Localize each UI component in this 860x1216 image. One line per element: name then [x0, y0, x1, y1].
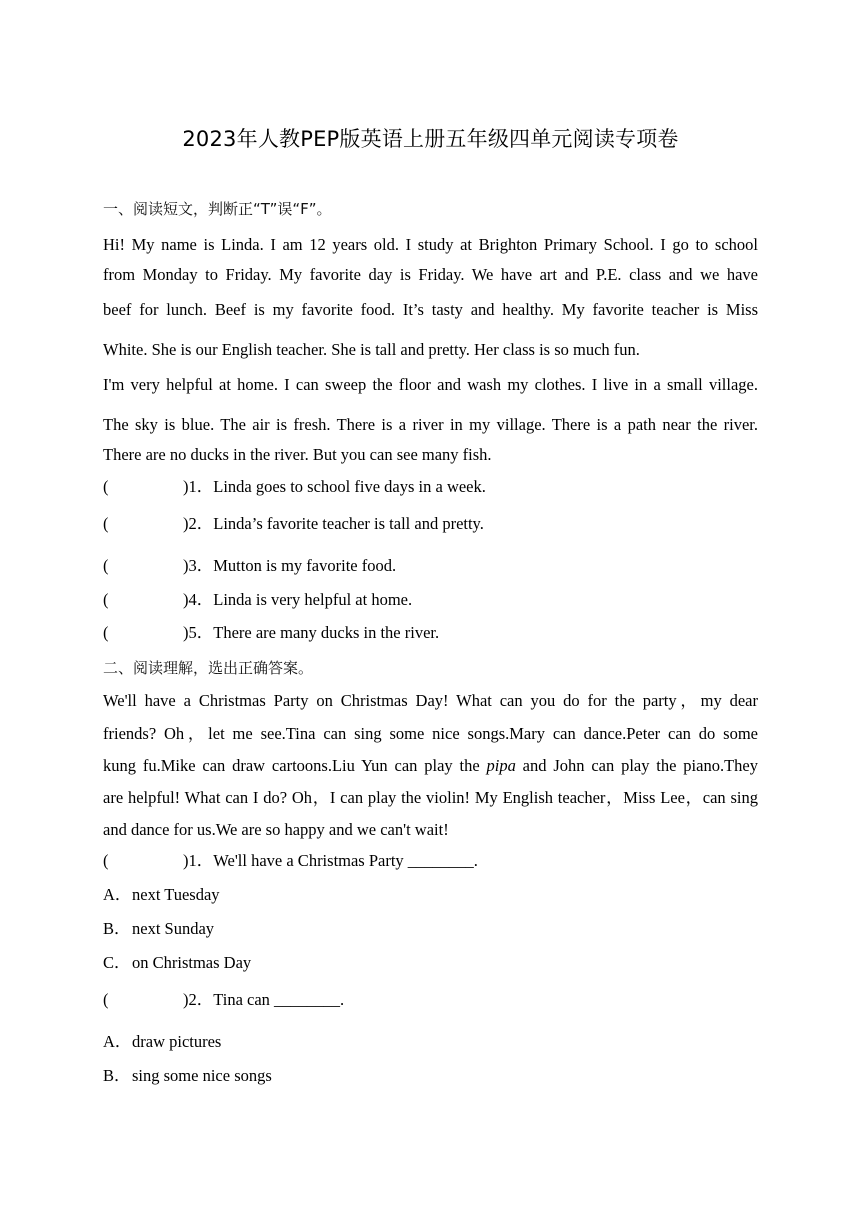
- answer-blank[interactable]: (: [103, 623, 109, 642]
- passage2-line: friends? Oh，let me see.Tina can sing some nice songs.Mary can dance.Peter can do some: [103, 724, 758, 743]
- passage2-line: and dance for us.We are so happy and we can't wait!: [103, 820, 449, 839]
- passage1-line: Hi! My name is Linda. I am 12 years old. I study at Brighton Primary School. I go to school: [103, 235, 758, 254]
- passage2-line: [103, 756, 758, 776]
- option-letter: A．: [103, 1032, 132, 1051]
- option-text: next Sunday: [132, 919, 215, 938]
- mc-question-2: [103, 990, 344, 1010]
- answer-blank[interactable]: (: [103, 477, 109, 496]
- option-text: sing some nice songs: [132, 1066, 272, 1085]
- passage2-italic-word: pipa: [486, 756, 516, 775]
- passage1-line: beef for lunch. Beef is my favorite food. It’s tasty and healthy. My favorite teacher is Miss: [103, 300, 758, 319]
- answer-blank[interactable]: (: [103, 851, 109, 870]
- passage2-line: We'll have a Christmas Party on Christmas Day! What can you do for the party，my dear: [103, 691, 758, 710]
- mc-question-1: [103, 851, 478, 871]
- option-c: [103, 953, 251, 973]
- option-a: [103, 885, 220, 905]
- passage1-line: There are no ducks in the river. But you can see many fish.: [103, 445, 492, 464]
- answer-blank[interactable]: (: [103, 514, 109, 533]
- option-a: [103, 1032, 221, 1052]
- passage1-line: from Monday to Friday. My favorite day is Friday. We have art and P.E. class and we have: [103, 265, 758, 284]
- question-text: )2．Linda’s favorite teacher is tall and pretty.: [183, 514, 484, 533]
- option-letter: B．: [103, 919, 131, 938]
- option-text: next Tuesday: [132, 885, 220, 904]
- option-letter: A．: [103, 885, 132, 904]
- tf-question-3: [103, 556, 396, 576]
- question-text: )1．Linda goes to school five days in a week.: [183, 477, 486, 496]
- answer-blank[interactable]: (: [103, 990, 109, 1009]
- answer-blank[interactable]: (: [103, 556, 109, 575]
- option-b: [103, 919, 214, 939]
- tf-question-2: [103, 514, 484, 534]
- question-text: )1．We'll have a Christmas Party ________.: [183, 851, 478, 870]
- page-title: 2023年人教PEP版英语上册五年级四单元阅读专项卷: [182, 127, 679, 151]
- question-text: )3．Mutton is my favorite food.: [183, 556, 397, 575]
- passage2-text: kung fu.Mike can draw cartoons.Liu Yun can play the: [103, 756, 487, 775]
- question-text: )4．Linda is very helpful at home.: [183, 590, 413, 609]
- option-text: draw pictures: [132, 1032, 222, 1051]
- passage1-line: The sky is blue. The air is fresh. There is a river in my village. There is a path near the river.: [103, 415, 758, 434]
- section1-heading: 一、阅读短文，判断正“T”误“F”。: [103, 200, 332, 218]
- question-text: )2．Tina can ________.: [183, 990, 345, 1009]
- passage1-line: White. She is our English teacher. She is tall and pretty. Her class is so much fun.: [103, 340, 640, 359]
- option-text: on Christmas Day: [132, 953, 252, 972]
- option-letter: C．: [103, 953, 131, 972]
- passage1-line: I'm very helpful at home. I can sweep the floor and wash my clothes. I live in a small village.: [103, 375, 758, 394]
- tf-question-4: [103, 590, 412, 610]
- tf-question-5: [103, 623, 439, 643]
- section2-heading: 二、阅读理解，选出正确答案。: [103, 659, 314, 677]
- tf-question-1: [103, 477, 486, 497]
- passage2-line: are helpful! What can I do? Oh，I can play the violin! My English teacher，Miss Lee，can sing: [103, 788, 758, 807]
- passage2-text: and John can play the piano.They: [515, 756, 758, 775]
- question-text: )5．There are many ducks in the river.: [183, 623, 440, 642]
- answer-blank[interactable]: (: [103, 590, 109, 609]
- option-letter: B．: [103, 1066, 131, 1085]
- option-b: [103, 1066, 272, 1086]
